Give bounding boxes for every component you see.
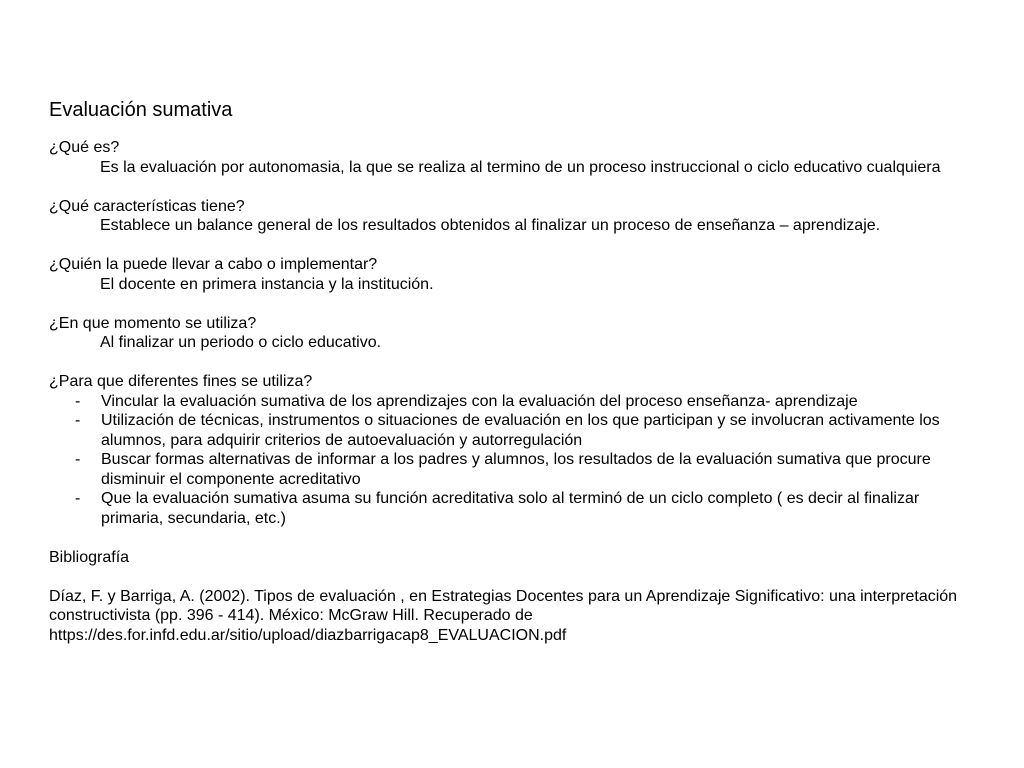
answer-text: Es la evaluación por autonomasia, la que se realiza al termino de un proceso instruccional o ciclo educativo cualquiera	[100, 158, 941, 176]
answer-text: El docente en primera instancia y la institución.	[100, 275, 434, 293]
question-text: ¿En que momento se utiliza?	[49, 314, 257, 332]
list-item	[49, 392, 984, 412]
list-item	[49, 411, 984, 450]
list-item-text: Que la evaluación sumativa asuma su función acreditativa solo al terminó de un ciclo completo ( es decir al finalizar primaria, secundaria, etc.)	[101, 490, 920, 527]
list-item-text: Buscar formas alternativas de informar a los padres y alumnos, los resultados de la evaluación sumativa que procure disminuir el componente acreditativo	[101, 451, 931, 488]
answer-text: Establece un balance general de los resultados obtenidos al finalizar un proceso de enseñanza – aprendizaje.	[100, 217, 881, 234]
page-title: Evaluación sumativa	[49, 99, 233, 121]
list-item	[49, 450, 984, 489]
section-characteristics	[49, 197, 984, 236]
section-when-used	[49, 314, 984, 353]
bibliography-reference: Díaz, F. y Barriga, A. (2002). Tipos de evaluación , en Estrategias Docentes para un Aprendizaje Significativo: una interpretación constructivista (pp. 396 - 414). México: McGraw Hill. Recuperado de https://des.for.infd.edu.ar/sitio/upload/diazbarrigacap8_EVALUACION.pdf	[49, 587, 958, 644]
list-item-text: Vincular la evaluación sumativa de los aprendizajes con la evaluación del proceso enseñanza- aprendizaje	[101, 392, 858, 410]
list-bullet: -	[75, 392, 81, 410]
question-text: ¿Para que diferentes fines se utiliza?	[49, 373, 313, 390]
list-bullet: -	[75, 412, 81, 429]
question-text: ¿Quién la puede llevar a cabo o implementar?	[49, 256, 378, 273]
slide-content	[49, 98, 984, 645]
list-item	[49, 489, 984, 528]
list-item-text: Utilización de técnicas, instrumentos o situaciones de evaluación en los que participan y se involucran activamente los alumnos, para adquirir criterios de autoevaluación y autorregulación	[101, 412, 940, 449]
question-text: ¿Qué es?	[49, 139, 120, 156]
section-what-is	[49, 138, 984, 177]
purposes-list	[49, 392, 984, 529]
section-who-implements	[49, 255, 984, 294]
bibliography-heading: Bibliografía	[49, 548, 130, 566]
list-bullet: -	[75, 451, 81, 468]
answer-text: Al finalizar un periodo o ciclo educativo.	[100, 334, 382, 351]
list-bullet: -	[75, 490, 81, 507]
section-purposes	[49, 372, 984, 528]
question-text: ¿Qué características tiene?	[49, 197, 245, 215]
